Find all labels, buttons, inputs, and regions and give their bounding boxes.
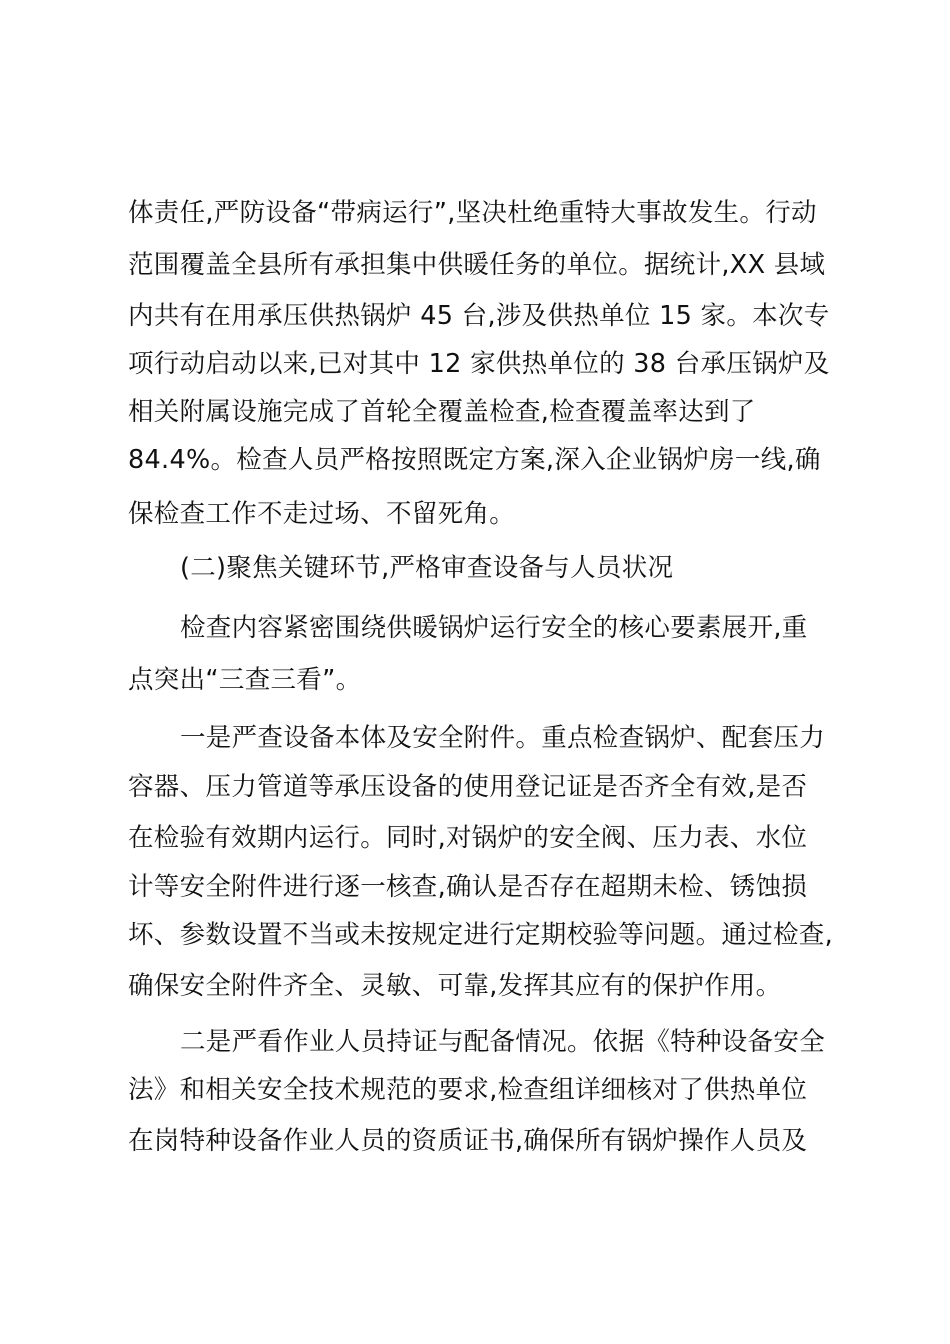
section-heading: (二)聚焦关键环节,严格审查设备与人员状况: [180, 553, 674, 583]
paragraph-line: 确保安全附件齐全、灵敏、可靠,发挥其应有的保护作用。: [128, 971, 782, 1001]
paragraph-line: 法》和相关安全技术规范的要求,检查组详细核对了供热单位: [128, 1075, 808, 1105]
paragraph-line: 在检验有效期内运行。同时,对锅炉的安全阀、压力表、水位: [128, 823, 808, 853]
paragraph-line: 计等安全附件进行逐一核查,确认是否存在超期未检、锈蚀损: [128, 872, 808, 902]
paragraph-line: 保检查工作不走过场、不留死角。: [128, 499, 516, 529]
paragraph-line: 检查内容紧密围绕供暖锅炉运行安全的核心要素展开,重: [180, 613, 808, 643]
paragraph-line: 84.4%。检查人员严格按照既定方案,深入企业锅炉房一线,确: [128, 445, 821, 475]
paragraph-line: 相关附属设施完成了首轮全覆盖检查,检查覆盖率达到了: [128, 397, 756, 427]
paragraph-line: 点突出“三查三看”。: [128, 665, 362, 695]
paragraph-line: 二是严看作业人员持证与配备情况。依据《特种设备安全: [180, 1027, 826, 1057]
paragraph-line: 容器、压力管道等承压设备的使用登记证是否齐全有效,是否: [128, 772, 808, 802]
paragraph-line: 内共有在用承压供热锅炉 45 台,涉及供热单位 15 家。本次专: [128, 301, 830, 331]
paragraph-line: 在岗特种设备作业人员的资质证书,确保所有锅炉操作人员及: [128, 1126, 808, 1156]
paragraph-line: 范围覆盖全县所有承担集中供暖任务的单位。据统计,XX 县域: [128, 250, 826, 280]
paragraph-line: 坏、参数设置不当或未按规定进行定期校验等问题。通过检查,: [128, 920, 834, 950]
paragraph-line: 一是严查设备本体及安全附件。重点检查锅炉、配套压力: [180, 723, 826, 753]
paragraph-line: 体责任,严防设备“带病运行”,坚决杜绝重特大事故发生。行动: [128, 198, 817, 228]
paragraph-line: 项行动启动以来,已对其中 12 家供热单位的 38 台承压锅炉及: [128, 349, 830, 379]
